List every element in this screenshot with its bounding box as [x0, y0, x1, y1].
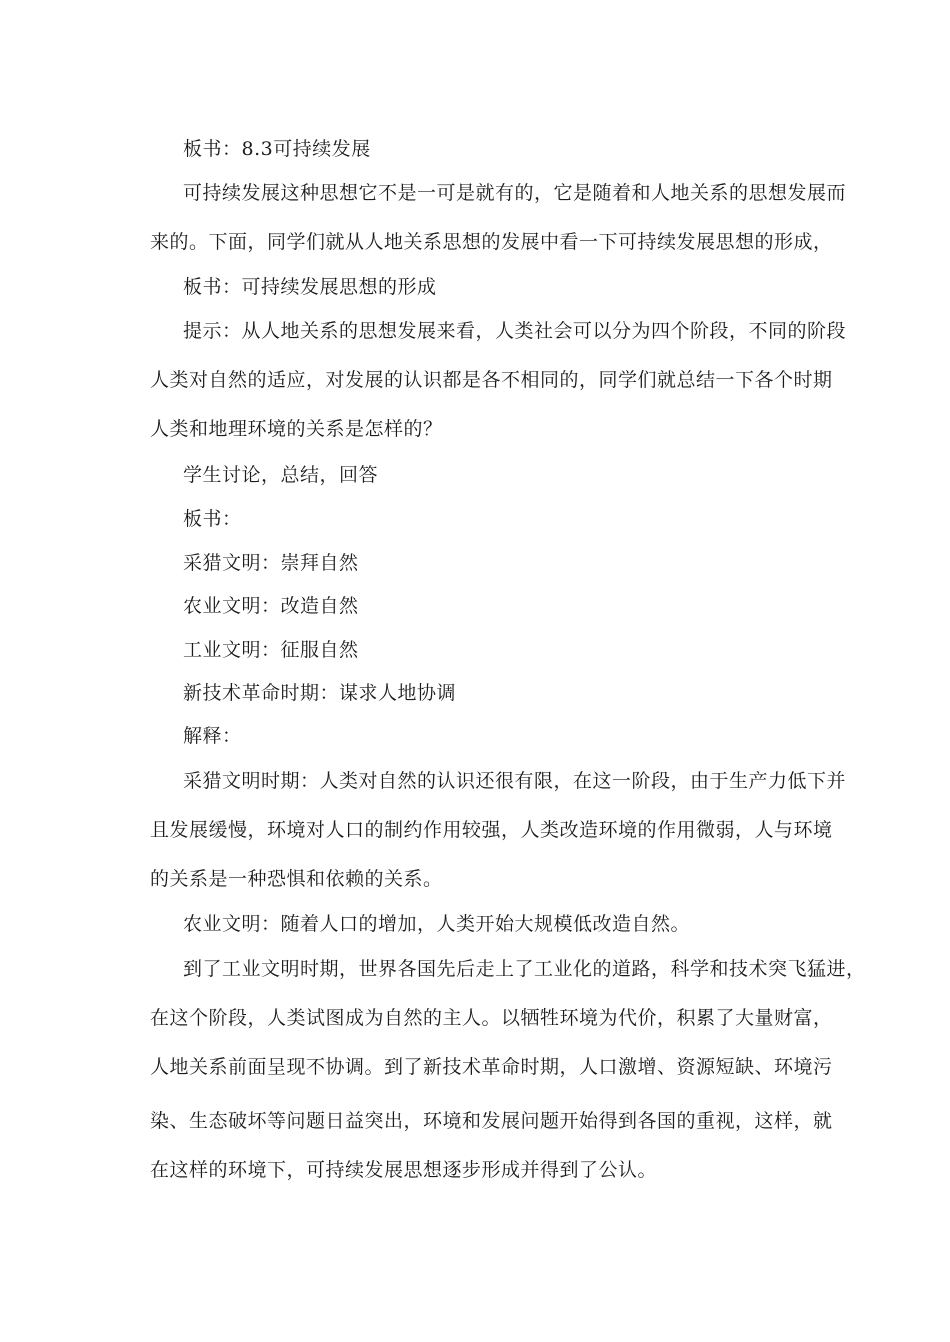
- text-line: 板书：8.3可持续发展: [183, 138, 371, 160]
- text-line: 采猎文明：崇拜自然: [183, 552, 359, 574]
- text-line: 人类对自然的适应，对发展的认识都是各不相同的，同学们就总结一下各个时期: [150, 369, 833, 391]
- text-line: 的关系是一种恐惧和依赖的关系。: [150, 868, 443, 890]
- text-line: 解释：: [183, 725, 242, 747]
- text-line: 在这个阶段，人类试图成为自然的主人。以牺牲环境为代价，积累了大量财富，: [150, 1007, 833, 1029]
- text-line: 到了工业文明时期，世界各国先后走上了工业化的道路，科学和技术突飞猛进，: [183, 958, 866, 980]
- text-line: 染、生态破坏等问题日益突出，环境和发展问题开始得到各国的重视，这样，就: [150, 1110, 833, 1132]
- text-line: 人类和地理环境的关系是怎样的？: [150, 418, 443, 440]
- text-line: 来的。下面，同学们就从人地关系思想的发展中看一下可持续发展思想的形成，: [150, 231, 833, 253]
- text-line: 在这样的环境下，可持续发展思想逐步形成并得到了公认。: [150, 1159, 658, 1181]
- text-line: 板书：可持续发展思想的形成: [183, 276, 437, 298]
- text-line: 学生讨论，总结，回答: [183, 464, 379, 486]
- text-line: 可持续发展这种思想它不是一可是就有的，它是随着和人地关系的思想发展而: [183, 182, 847, 204]
- text-line: 板书：: [183, 508, 242, 530]
- text-line: 且发展缓慢，环境对人口的制约作用较强，人类改造环境的作用微弱，人与环境: [150, 819, 833, 841]
- text-line: 提示：从人地关系的思想发展来看，人类社会可以分为四个阶段，不同的阶段: [183, 320, 847, 342]
- text-line: 工业文明：征服自然: [183, 639, 359, 661]
- text-line: 采猎文明时期：人类对自然的认识还很有限，在这一阶段，由于生产力低下并: [183, 770, 847, 792]
- text-line: 农业文明：改造自然: [183, 595, 359, 617]
- text-line: 新技术革命时期：谋求人地协调: [183, 682, 457, 704]
- text-line: 人地关系前面呈现不协调。到了新技术革命时期，人口激增、资源短缺、环境污: [150, 1056, 833, 1078]
- text-line: 农业文明：随着人口的增加，人类开始大规模低改造自然。: [183, 913, 691, 935]
